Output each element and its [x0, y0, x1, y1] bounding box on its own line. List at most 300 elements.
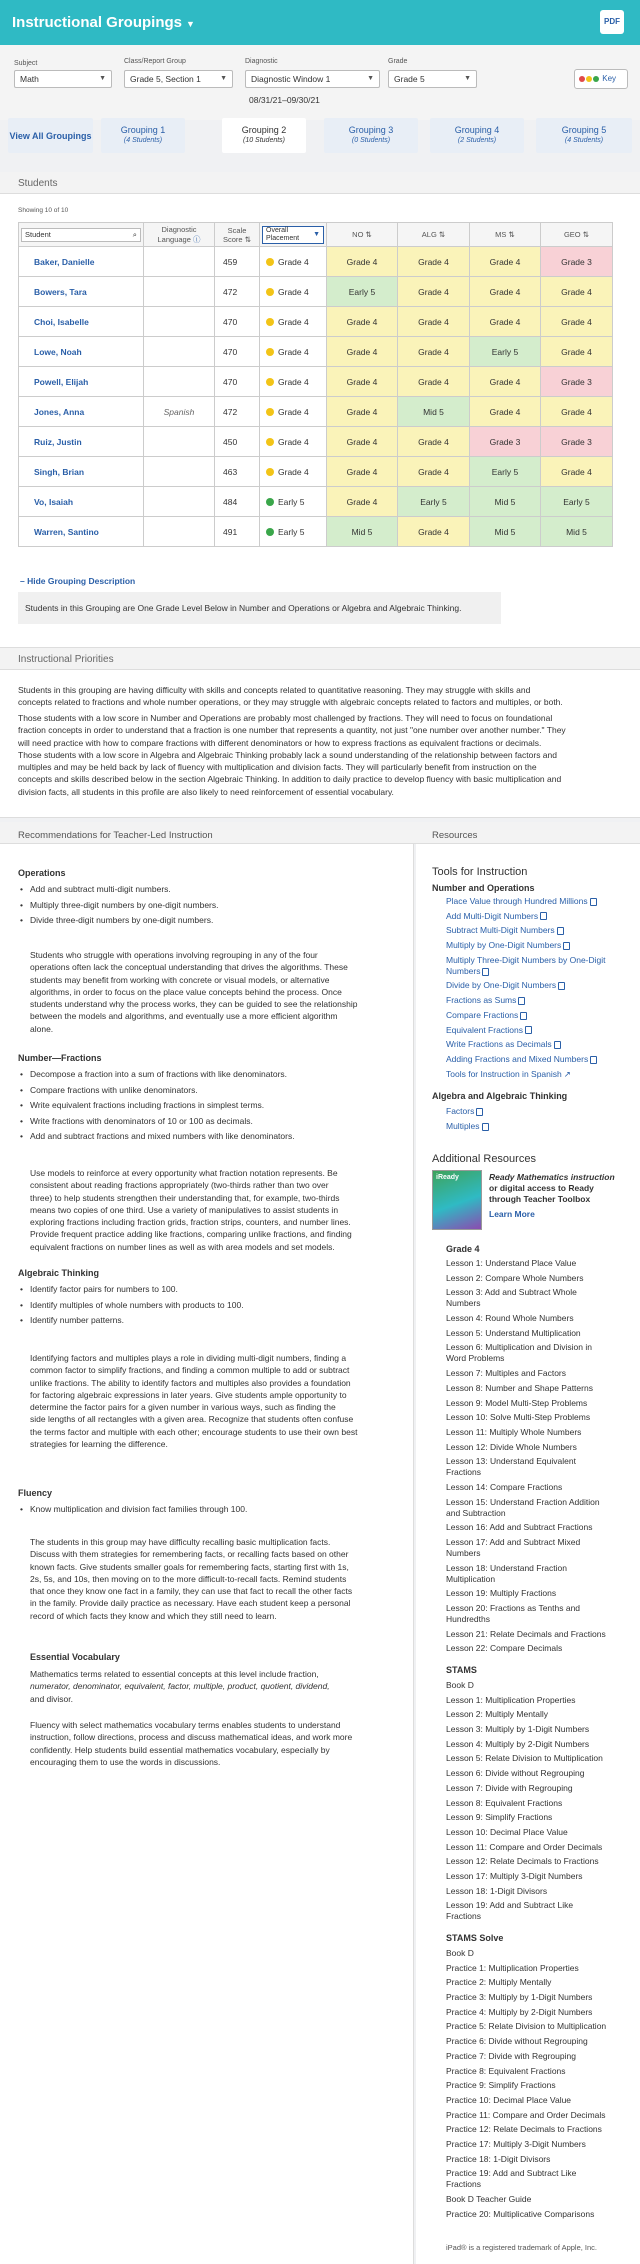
vocabulary-heading: Essential Vocabulary: [30, 1652, 120, 1662]
text-line: Provide frequent practice adding like fractions, comparing unlike fractions, and finding: [30, 1229, 352, 1240]
text-line: Fluency with select mathematics vocabulary terms enables students to understand: [30, 1720, 341, 1730]
link-text: Factors: [446, 1106, 475, 1116]
text-line: unlike fractions. The ability to identify factors and multiples also provides a foundation: [30, 1377, 351, 1388]
text-line: Students who struggle with operations involving regrouping in any of the four: [30, 950, 318, 960]
table-row: [19, 247, 613, 277]
document-icon: [558, 982, 565, 990]
green-dot-icon: [266, 498, 274, 506]
tools-links-no: [446, 896, 606, 1083]
resource-link[interactable]: [446, 1010, 606, 1025]
overall-placement-select[interactable]: [262, 226, 324, 244]
lesson-item: Multiplication: [446, 1573, 496, 1584]
score-cell: 484: [215, 487, 260, 517]
placement-value: Grade 4: [278, 376, 309, 387]
diagnostic-language-header[interactable]: [144, 223, 215, 247]
lesson-item: and Subtraction: [446, 1507, 506, 1518]
ms-cell: Mid 5: [470, 487, 541, 517]
document-icon: [476, 1108, 483, 1116]
list-item: • Add and subtract fractions and mixed numbers with like denominators.: [20, 1131, 295, 1147]
lesson-item: Book D Teacher Guide: [446, 2194, 532, 2204]
geo-cell: Mid 5: [541, 517, 613, 547]
lesson-item: Fractions: [446, 2179, 481, 2190]
score-cell: 450: [215, 427, 260, 457]
lesson-item: Lesson 17: Add and Subtract Mixed: [446, 1537, 581, 1547]
lesson-item: Lesson 12: Divide Whole Numbers: [446, 1441, 577, 1452]
yellow-dot-icon: [586, 76, 592, 82]
placement-value: Grade 4: [278, 286, 309, 297]
students-table-body: [19, 247, 613, 547]
table-row: [19, 337, 613, 367]
key-label: Key: [602, 74, 617, 83]
resource-link[interactable]: [446, 911, 606, 926]
text-line: exploring fractions including fraction grids, fraction strips, counters, and number lines.: [30, 1217, 351, 1228]
text-line: common factor to simplify fractions, and finding a common multiple to add or subtract: [30, 1365, 350, 1376]
fluency-heading: Fluency: [18, 1488, 53, 1498]
lesson-item: Lesson 4: Multiply by 2-Digit Numbers: [446, 1738, 590, 1749]
text-line: concepts and skills described below in the section Algebraic Thinking. In addition to daily practice to develop fluency with basic multiplication and: [18, 774, 562, 785]
text-line: and divisor.: [30, 1693, 73, 1704]
student-name-link[interactable]: Powell, Elijah: [19, 367, 144, 397]
alg-cell: Grade 4: [398, 427, 470, 457]
sort-icon: ⇅: [582, 230, 590, 239]
link-text: Fractions as Sums: [446, 995, 517, 1006]
diagnostic-select[interactable]: [245, 70, 380, 88]
student-name-link[interactable]: Vo, Isaiah: [19, 487, 144, 517]
lesson-item: Lesson 7: Divide with Regrouping: [446, 1782, 573, 1793]
placement-cell: [260, 247, 327, 277]
document-icon: [554, 1041, 561, 1049]
subject-value: Math: [20, 74, 39, 84]
subject-select[interactable]: [14, 70, 112, 88]
lesson-item: Lesson 19: Multiply Fractions: [446, 1588, 557, 1599]
language-cell: [144, 427, 215, 457]
resource-link-cont[interactable]: [446, 966, 606, 981]
showing-count: Showing 10 of 10: [18, 207, 69, 214]
ms-header[interactable]: [470, 223, 541, 247]
number-operations-heading: Number and Operations: [432, 883, 535, 893]
table-header-row: [19, 223, 613, 247]
resource-link[interactable]: [446, 940, 606, 955]
text-line: the terms factor and multiple with each other; encourage students to use their own best: [30, 1426, 358, 1437]
learn-more-link[interactable]: Learn More: [489, 1209, 535, 1219]
table-row: [19, 307, 613, 337]
lesson-item: Lesson 20: Fractions as Tenths and: [446, 1603, 581, 1614]
list-item: • Multiply three-digit numbers by one-digit numbers.: [20, 900, 219, 916]
ms-cell: Grade 3: [470, 427, 541, 457]
text-line: or digital access to Ready: [489, 1183, 594, 1193]
stams-solve-lessons: [446, 1948, 606, 2223]
alg-cell: Mid 5: [398, 397, 470, 427]
fluency-paragraph: [30, 1536, 352, 1622]
lesson-item: Practice 4: Multiply by 2-Digit Numbers: [446, 2006, 593, 2017]
table-row: [19, 427, 613, 457]
text-line: Discuss with them strategies for remembering facts, or recalling facts based on other: [30, 1549, 349, 1560]
alg-cell: Grade 4: [398, 247, 470, 277]
additional-resources-heading: Additional Resources: [432, 1153, 536, 1165]
score-cell: 472: [215, 277, 260, 307]
alg-cell: Grade 4: [398, 337, 470, 367]
chevron-down-icon: ▼: [220, 75, 227, 82]
subject-label: Subject: [14, 60, 38, 67]
text-line: will need practice with how to compare fractions with different denominators or how to express fractions as equivalent fractions or decimals.: [18, 737, 542, 748]
placement-value: Grade 4: [278, 316, 309, 327]
table-row: [19, 457, 613, 487]
algebraic-thinking-paragraph: [30, 1352, 357, 1450]
ms-cell: Mid 5: [470, 517, 541, 547]
search-placeholder: Student: [25, 229, 51, 239]
tab-view-all[interactable]: [8, 118, 93, 153]
overall-placement-header[interactable]: [260, 223, 327, 247]
ms-cell: Grade 4: [470, 277, 541, 307]
tab-label: Grouping 5: [561, 125, 607, 135]
resource-link[interactable]: [446, 1039, 606, 1054]
diagnostic-label: Diagnostic: [245, 58, 278, 65]
score-cell: 470: [215, 337, 260, 367]
ms-cell: Grade 4: [470, 247, 541, 277]
student-name-link[interactable]: Ruiz, Justin: [19, 427, 144, 457]
grouping-tabs: [0, 118, 640, 156]
fractions-paragraph: [30, 1167, 352, 1253]
text-line: through Teacher Toolbox: [489, 1194, 591, 1204]
lesson-item: Book D: [446, 1680, 474, 1690]
placement-value: Early 5: [278, 496, 305, 507]
lesson-item: Lesson 22: Compare Decimals: [446, 1643, 563, 1654]
link-text: Add Multi-Digit Numbers: [446, 910, 539, 921]
text-line: division facts, all students in this profile are also likely to need reinforcement of essential vocabulary.: [18, 786, 394, 797]
text-line: three) to help students strengthen their understanding that, for example, two-thirds: [30, 1192, 340, 1203]
lesson-item: Lesson 1: Understand Place Value: [446, 1258, 577, 1268]
chevron-down-icon: ▼: [99, 75, 106, 82]
text-line: instruction, follow directions, process and discuss mathematical ideas, and work more: [30, 1732, 353, 1743]
text-line: fraction concepts in order to understand that a fraction is one number that represents a quantity, not just "one number over another number." They: [18, 725, 566, 736]
text-line: in the family. Provide daily practice as necessary. Have each student keep a personal: [30, 1598, 351, 1609]
book-cover-label: iReady: [436, 1174, 459, 1181]
lesson-item: Practice 8: Equivalent Fractions: [446, 2065, 566, 2076]
link-text: Compare Fractions: [446, 1009, 519, 1020]
placement-value: Grade 4: [278, 346, 309, 357]
resource-link[interactable]: [446, 980, 606, 995]
lesson-item: Lesson 2: Compare Whole Numbers: [446, 1272, 584, 1283]
tab-label: Grouping 2: [241, 125, 287, 135]
score-cell: 472: [215, 397, 260, 427]
no-header[interactable]: [327, 223, 398, 247]
table-row: [19, 367, 613, 397]
text-line: multiples and may be held back by lack of fluency with multiplication and division facts. They will particularly benefit from instruction on the: [18, 762, 537, 773]
tab-grouping-1[interactable]: [101, 118, 185, 153]
lesson-item: Lesson 4: Round Whole Numbers: [446, 1313, 574, 1324]
lesson-item: Practice 20: Multiplicative Comparisons: [446, 2208, 595, 2219]
link-text: Tools for Instruction in Spanish: [446, 1068, 562, 1079]
grade-select[interactable]: [388, 70, 477, 88]
yellow-dot-icon: [266, 438, 274, 446]
resources-heading: Resources: [432, 830, 478, 841]
vocabulary-bullet: [30, 1668, 330, 1705]
col-label: MS: [495, 230, 507, 239]
lesson-item: Lesson 7: Multiples and Factors: [446, 1368, 567, 1379]
alg-cell: Early 5: [398, 487, 470, 517]
pdf-download-icon[interactable]: PDF: [600, 10, 624, 34]
alg-cell: Grade 4: [398, 367, 470, 397]
language-cell: [144, 487, 215, 517]
alg-cell: Grade 4: [398, 517, 470, 547]
sort-icon: ⇅: [508, 230, 515, 239]
col-label: Overall Placement: [266, 226, 300, 242]
language-cell: [144, 337, 215, 367]
date-range: 08/31/21–09/30/21: [249, 95, 320, 105]
student-col-header: [19, 223, 144, 247]
student-name-link[interactable]: Lowe, Noah: [19, 337, 144, 367]
link-text: Place Value through Hundred Millions: [446, 896, 588, 906]
ready-blurb: [489, 1172, 615, 1205]
text-line: determine the factor pairs for a given number in various ways, such as finding the: [30, 1402, 336, 1413]
text-line: numerator, denominator, equivalent, factor, multiple, product, quotient, dividend,: [30, 1681, 330, 1692]
score-cell: 459: [215, 247, 260, 277]
text-line: alone.: [30, 1023, 54, 1034]
table-row: [19, 517, 613, 547]
tab-label: Grouping 3: [348, 125, 394, 135]
student-name-link[interactable]: Jones, Anna: [19, 397, 144, 427]
hide-description-link[interactable]: – Hide Grouping Description: [20, 576, 136, 586]
score-cell: 470: [215, 307, 260, 337]
text-line: record of which facts they know and which they still need to learn.: [30, 1610, 277, 1621]
lesson-item: Numbers: [446, 1298, 481, 1309]
resource-link[interactable]: [446, 1106, 489, 1121]
placement-cell: [260, 457, 327, 487]
operations-paragraph: [30, 949, 357, 1035]
tab-grouping-4[interactable]: [430, 118, 524, 153]
stams-solve-heading: STAMS Solve: [446, 1933, 504, 1943]
no-cell: Grade 4: [327, 367, 398, 397]
lesson-item: Lesson 11: Multiply Whole Numbers: [446, 1426, 582, 1437]
text-line: encouraging them to use the words in discussions.: [30, 1756, 221, 1767]
yellow-dot-icon: [266, 348, 274, 356]
document-icon: [482, 1123, 489, 1131]
list-item: • Add and subtract multi-digit numbers.: [20, 884, 219, 900]
link-text: Numbers: [446, 965, 481, 976]
lesson-item: Lesson 13: Understand Equivalent: [446, 1456, 576, 1467]
algebra-heading: Algebra and Algebraic Thinking: [432, 1091, 568, 1101]
resource-link[interactable]: [446, 1025, 606, 1040]
score-cell: 463: [215, 457, 260, 487]
lesson-item: Practice 19: Add and Subtract Like: [446, 2168, 577, 2179]
tab-grouping-3[interactable]: [324, 118, 418, 153]
placement-cell: [260, 397, 327, 427]
student-search-input[interactable]: [21, 228, 141, 242]
alg-cell: Grade 4: [398, 277, 470, 307]
tab-label: View All Groupings: [9, 131, 92, 141]
text-line: Mathematics terms related to essential concepts at this level include fraction,: [30, 1669, 319, 1679]
student-name-link[interactable]: Bowers, Tara: [19, 277, 144, 307]
ms-cell: Grade 4: [470, 367, 541, 397]
language-cell: [144, 457, 215, 487]
tab-grouping-5[interactable]: [536, 118, 632, 153]
lesson-item: Lesson 16: Add and Subtract Fractions: [446, 1522, 593, 1533]
key-button[interactable]: [574, 69, 628, 89]
lesson-item: Lesson 19: Add and Subtract Like: [446, 1900, 574, 1911]
tab-grouping-2[interactable]: [222, 118, 306, 153]
yellow-dot-icon: [266, 288, 274, 296]
table-row: [19, 487, 613, 517]
link-text: Multiples: [446, 1121, 480, 1131]
lesson-item: Lesson 11: Compare and Order Decimals: [446, 1841, 603, 1852]
lesson-item: Practice 2: Multiply Mentally: [446, 1977, 552, 1988]
tab-count: (10 Students): [242, 137, 286, 144]
link-text: Multiply by One-Digit Numbers: [446, 940, 562, 951]
text-line: equivalent fractions on number lines as well as with area models and set models.: [30, 1241, 335, 1252]
red-dot-icon: [579, 76, 585, 82]
document-icon: [590, 898, 597, 906]
ms-cell: Grade 4: [470, 307, 541, 337]
lesson-item: Lesson 5: Relate Division to Multiplication: [446, 1753, 603, 1764]
link-text: Write Fractions as Decimals: [446, 1039, 552, 1050]
lesson-item: Practice 12: Relate Decimals to Fractions: [446, 2124, 602, 2135]
student-name-link[interactable]: Warren, Santino: [19, 517, 144, 547]
no-cell: Early 5: [327, 277, 398, 307]
yellow-dot-icon: [266, 378, 274, 386]
placement-cell: [260, 367, 327, 397]
lesson-item: Lesson 18: Understand Fraction: [446, 1562, 567, 1573]
list-item: • Identify factor pairs for numbers to 100.: [20, 1284, 244, 1300]
text-line: for factoring algebraic expressions in later years. Give students ample opportunity to: [30, 1389, 347, 1400]
tab-label: Grouping 1: [120, 125, 166, 135]
ready-book-cover-image: [432, 1170, 482, 1230]
no-cell: Grade 4: [327, 337, 398, 367]
lesson-item: Lesson 3: Add and Subtract Whole: [446, 1287, 577, 1298]
ms-cell: Early 5: [470, 337, 541, 367]
text-line: that once they know one fact in a family, they can use that fact to recall the other facts: [30, 1586, 353, 1597]
priorities-heading: Instructional Priorities: [0, 648, 640, 670]
text-line: operations often lack the conceptual understanding that drives the algorithms. These: [30, 962, 348, 973]
col-label: NO: [352, 230, 364, 239]
lesson-item: Practice 11: Compare and Order Decimals: [446, 2109, 606, 2120]
lesson-item: Practice 10: Decimal Place Value: [446, 2094, 572, 2105]
table-row: [19, 397, 613, 427]
resource-link[interactable]: [446, 925, 606, 940]
students-table: [18, 222, 613, 547]
placement-cell: [260, 487, 327, 517]
tab-count: (2 Students): [457, 137, 497, 144]
placement-cell: [260, 427, 327, 457]
chevron-down-icon: ▼: [367, 75, 374, 82]
text-line: students understand why the process works, they can be guided to see the relationship: [30, 999, 358, 1010]
search-icon: ⌕: [132, 229, 137, 239]
geo-cell: Grade 4: [541, 457, 613, 487]
lesson-item: Lesson 3: Multiply by 1-Digit Numbers: [446, 1724, 590, 1735]
alg-header[interactable]: [398, 223, 470, 247]
document-icon: [557, 927, 564, 935]
page-title-dropdown[interactable]: [12, 14, 195, 31]
student-name-link[interactable]: Choi, Isabelle: [19, 307, 144, 337]
operations-list: [20, 884, 219, 931]
lesson-item: Lesson 6: Multiplication and Division in: [446, 1342, 592, 1353]
language-cell: [144, 367, 215, 397]
fractions-heading: Number—Fractions: [18, 1053, 102, 1063]
tab-count: (4 Students): [123, 137, 163, 144]
priorities-paragraph-1: [18, 684, 563, 709]
resource-link[interactable]: [446, 1054, 606, 1069]
resource-link[interactable]: [446, 995, 606, 1010]
document-icon: [520, 1012, 527, 1020]
scale-score-header[interactable]: [215, 223, 260, 247]
document-icon: [525, 1026, 532, 1034]
list-item: • Identify number patterns.: [20, 1315, 244, 1331]
recommendations-heading: Recommendations for Teacher-Led Instruction: [18, 830, 213, 841]
text-line: algorithms, in order to focus on the place value concepts behind the process. Once: [30, 986, 342, 997]
lesson-item: Lesson 21: Relate Decimals and Fractions: [446, 1628, 606, 1639]
resource-link[interactable]: [446, 1069, 606, 1084]
lesson-item: Practice 17: Multiply 3-Digit Numbers: [446, 2138, 586, 2149]
info-icon[interactable]: ⓘ: [192, 234, 201, 244]
fluency-list: [20, 1504, 247, 1520]
lesson-item: Practice 18: 1-Digit Divisors: [446, 2153, 551, 2164]
list-item: • Identify multiples of whole numbers with products to 100.: [20, 1300, 244, 1316]
geo-cell: Grade 4: [541, 277, 613, 307]
lesson-item: Practice 5: Relate Division to Multiplication: [446, 2021, 607, 2032]
student-name-link[interactable]: Singh, Brian: [19, 457, 144, 487]
geo-cell: Grade 3: [541, 367, 613, 397]
lesson-item: Practice 9: Simplify Fractions: [446, 2080, 556, 2091]
lesson-item: Lesson 15: Understand Fraction Addition: [446, 1496, 600, 1507]
lesson-item: Lesson 10: Solve Multi-Step Problems: [446, 1412, 591, 1423]
sort-icon: ⇅: [365, 230, 372, 239]
app-header: [0, 0, 640, 45]
language-cell: [144, 277, 215, 307]
lesson-item: Lesson 6: Divide without Regrouping: [446, 1768, 585, 1779]
placement-cell: [260, 277, 327, 307]
geo-cell: Grade 4: [541, 307, 613, 337]
col-label: Scale Score: [223, 225, 247, 244]
placement-value: Grade 4: [278, 256, 309, 267]
link-text: Adding Fractions and Mixed Numbers: [446, 1053, 589, 1064]
tools-heading: Tools for Instruction: [432, 866, 528, 878]
diagnostic-value: Diagnostic Window 1: [251, 74, 331, 84]
resource-link[interactable]: [446, 955, 606, 966]
operations-heading: Operations: [18, 868, 66, 878]
geo-cell: Grade 4: [541, 397, 613, 427]
lesson-item: Hundredths: [446, 1614, 490, 1625]
class-select[interactable]: [124, 70, 233, 88]
geo-cell: Grade 3: [541, 247, 613, 277]
geo-header[interactable]: [541, 223, 613, 247]
grade-label: Grade: [388, 58, 408, 65]
vocabulary-paragraph: [30, 1719, 352, 1768]
green-dot-icon: [593, 76, 599, 82]
chevron-down-icon: ▼: [186, 19, 195, 29]
algebraic-thinking-heading: Algebraic Thinking: [18, 1268, 100, 1278]
resource-link[interactable]: [446, 896, 606, 911]
text-line: 2s, 5s, and 10s, then moving on to the more difficult-to-recall facts. Remind students: [30, 1573, 347, 1584]
priorities-paragraph-2: [18, 712, 566, 798]
language-cell: [144, 307, 215, 337]
student-name-link[interactable]: Baker, Danielle: [19, 247, 144, 277]
no-cell: Grade 4: [327, 397, 398, 427]
document-icon: [518, 997, 525, 1005]
list-item: • Write fractions with denominators of 10 or 100 as decimals.: [20, 1116, 295, 1132]
placement-value: Grade 4: [278, 406, 309, 417]
grouping-description: Students in this Grouping are One Grade Level Below in Number and Operations or Algebra and Algebraic Thinking.: [18, 592, 501, 624]
page-title: Instructional Groupings: [12, 14, 183, 31]
resource-link[interactable]: [446, 1121, 489, 1136]
no-cell: Grade 4: [327, 247, 398, 277]
no-cell: Mid 5: [327, 517, 398, 547]
language-cell: Spanish: [144, 397, 215, 427]
grade4-heading: Grade 4: [446, 1244, 480, 1254]
lesson-item: Word Problems: [446, 1353, 505, 1364]
lesson-item: Lesson 18: 1-Digit Divisors: [446, 1885, 548, 1896]
algebraic-thinking-list: [20, 1284, 244, 1331]
no-cell: Grade 4: [327, 487, 398, 517]
lesson-item: Lesson 5: Understand Multiplication: [446, 1327, 581, 1338]
